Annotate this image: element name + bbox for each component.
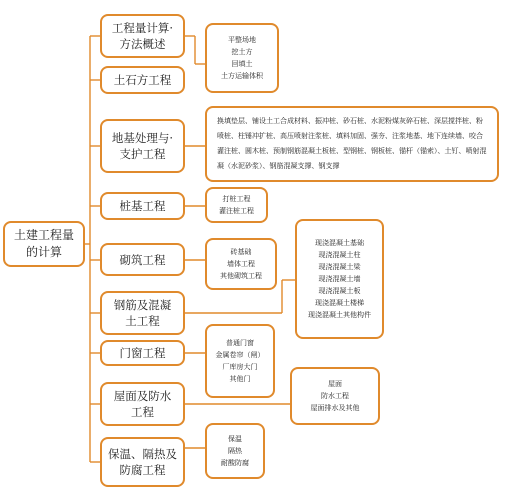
detail-item: 现浇混凝土墙 [318, 275, 361, 283]
detail-item: 普通门窗 [226, 339, 254, 347]
detail-masonry-items [205, 238, 277, 290]
detail-item: 其他门 [229, 375, 251, 383]
detail-item: 厂库房大门 [222, 363, 258, 371]
detail-item: 平整场地 [228, 36, 256, 44]
detail-item: 屋面排水及其他 [310, 404, 360, 412]
category-masonry: 砌筑工程 [100, 243, 185, 276]
detail-item: 其他砌筑工程 [220, 272, 262, 280]
detail-item: 现浇混凝土柱 [318, 251, 361, 259]
category-doors-windows: 门窗工程 [100, 340, 185, 366]
detail-item: 土方运输体积 [221, 72, 263, 80]
category-earthwork: 土石方工程 [100, 66, 185, 94]
detail-earthwork-items [205, 23, 279, 93]
detail-foundation-treatment-text: 换填垫层、铺设土工合成材料、振冲桩、砂石桩、水泥粉煤灰碎石桩、深层搅拌桩、粉喷桩、柱锤冲扩桩、高压喷射注浆桩、填料加固、强夯、注浆地基、地下连续墙、咬合灌注桩、圆木桩、预制钢筋混凝土板桩、型钢桩、钢板桩、锚杆（锚索）、土钉、喷射混凝（水泥砂浆）、钢筋混凝支撑、钢支撑 [205, 106, 499, 182]
detail-item: 隔热 [228, 447, 242, 455]
detail-item: 现浇混凝土楼梯 [315, 299, 364, 307]
detail-item: 防水工程 [321, 392, 349, 400]
category-roof-waterproof: 屋面及防水 工程 [100, 382, 185, 426]
detail-item: 挖土方 [231, 48, 253, 56]
category-foundation-treatment: 地基处理与· 支护工程 [100, 119, 185, 173]
detail-item: 砖基础 [230, 248, 252, 256]
detail-item: 保温 [228, 435, 242, 443]
detail-item: 金属卷帘（闸） [215, 351, 265, 359]
detail-item: 现浇混凝土梁 [318, 263, 361, 271]
detail-roof-items [290, 367, 380, 425]
detail-item: 屋面 [328, 380, 342, 388]
detail-item: 墙体工程 [227, 260, 255, 268]
category-pile-foundation: 桩基工程 [100, 192, 185, 220]
detail-item: 现浇混凝土基础 [315, 239, 364, 247]
detail-doors-windows-items [205, 324, 275, 398]
category-method-overview: 工程量计算· 方法概述 [100, 14, 185, 58]
detail-item: 灌注桩工程 [219, 207, 254, 215]
detail-item: 打桩工程 [222, 195, 251, 203]
detail-insulation-items [205, 423, 265, 479]
detail-concrete-items [295, 219, 384, 339]
category-insulation-anticorrosion: 保温、隔热及 防腐工程 [100, 437, 185, 487]
detail-item: 耐酸防腐 [221, 459, 249, 467]
detail-item: 现浇混凝土其他构件 [308, 311, 371, 319]
detail-item: 回填土 [231, 60, 253, 68]
root-node: 土建工程量 的计算 [3, 221, 85, 267]
category-rebar-concrete: 钢筋及混凝 土工程 [100, 291, 185, 335]
detail-item: 现浇混凝土板 [318, 287, 361, 295]
detail-pile-items [205, 187, 268, 223]
